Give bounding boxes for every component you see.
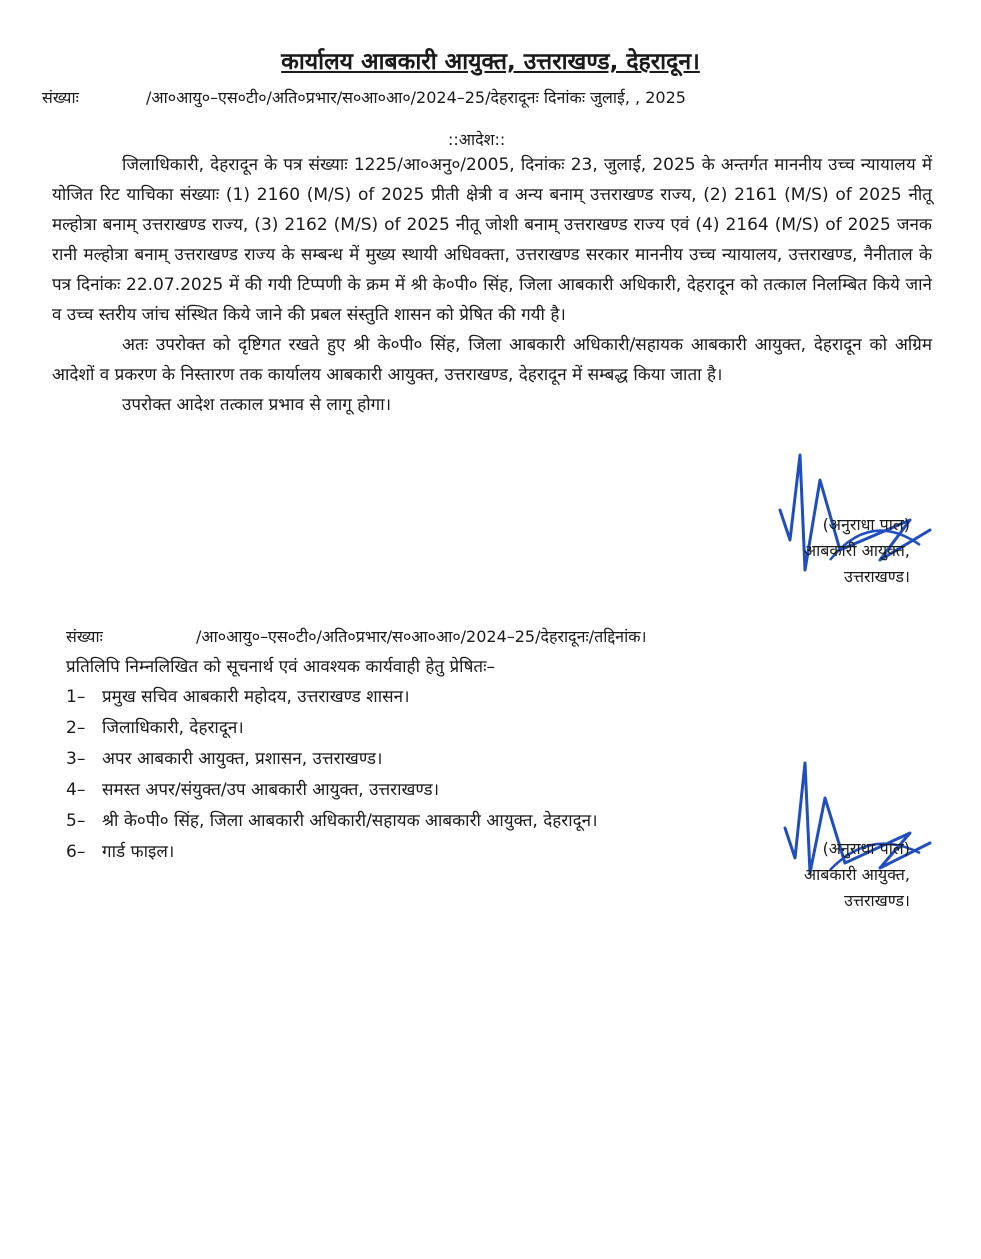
list-item: 4– समस्त अपर/संयुक्त/उप आबकारी आयुक्त, उत्तराखण्ड।: [66, 780, 440, 800]
reference-number: /आ०आयु०–एस०टी०/अति०प्रभार/स०आ०आ०/2024–25/देहरादूनः दिनांकः जुलाई, , 2025: [146, 88, 686, 107]
list-item: 5– श्री के०पी० सिंह, जिला आबकारी अधिकारी/सहायक आबकारी आयुक्त, देहरादून।: [66, 811, 598, 831]
copy-reference-number: /आ०आयु०–एस०टी०/अति०प्रभार/स०आ०आ०/2024–25/देहरादूनः/तद्दिनांक।: [196, 627, 647, 646]
paragraph-3: उपरोक्त आदेश तत्काल प्रभाव से लागू होगा।: [122, 395, 392, 415]
order-heading: ::आदेश::: [448, 130, 506, 149]
signatory-designation: आबकारी आयुक्त,: [803, 541, 910, 560]
paragraph-1: जिलाधिकारी, देहरादून के पत्र संख्याः 1225/आ०अनु०/2005, दिनांकः 23, जुलाई, 2025 के अन्तर्गत माननीय उच्च न्यायालय में योजित रिट याचिका संख्याः (1) 2160 (M/S) of 2025 प्रीती क्षेत्री व अन्य बनाम् उत्तराखण्ड राज्य, (2) 2161 (M/S) of 2025 नीतू मल्होत्रा बनाम् उत्तराखण्ड राज्य, (3) 2162 (M/S) of 2025 नीतू जोशी बनाम् उत्तराखण्ड राज्य एवं (4) 2164 (M/S) of 2025 जनक रानी मल्होत्रा बनाम् उत्तराखण्ड राज्य के सम्बन्ध में मुख्य स्थायी अधिवक्ता, उत्तराखण्ड सरकार माननीय उच्च न्यायालय, उत्तराखण्ड, नैनीताल के पत्र दिनांकः 22.07.2025 में की गयी टिप्पणी के क्रम में श्री के०पी० सिंह, जिला आबकारी अधिकारी, देहरादून को तत्काल निलम्बित किये जाने व उच्च स्तरीय जांच संस्थित किये जाने की प्रबल संस्तुति शासन को प्रेषित की गयी है।: [52, 155, 932, 325]
office-title: कार्यालय आबकारी आयुक्त, उत्तराखण्ड, देहरादून।: [281, 49, 700, 75]
copy-intro: प्रतिलिपि निम्नलिखित को सूचनार्थ एवं आवश्यक कार्यवाही हेतु प्रेषितः–: [66, 657, 496, 677]
office-header: [0, 44, 981, 76]
signatory-name: (अनुराधा पाल): [822, 839, 910, 858]
list-item: 3– अपर आबकारी आयुक्त, प्रशासन, उत्तराखण्ड।: [66, 749, 383, 769]
signature-block-2: [760, 836, 910, 914]
reference-label: संख्याः: [42, 88, 79, 107]
list-item: 6– गार्ड फाइल।: [66, 842, 175, 862]
signatory-designation: आबकारी आयुक्त,: [803, 865, 910, 884]
signatory-state: उत्तराखण्ड।: [844, 567, 910, 586]
copy-reference-label: संख्याः: [66, 627, 103, 646]
list-item: 2– जिलाधिकारी, देहरादून।: [66, 718, 244, 738]
reference-line: [42, 86, 922, 108]
paragraph-2: अतः उपरोक्त को दृष्टिगत रखते हुए श्री के०पी० सिंह, जिला आबकारी अधिकारी/सहायक आबकारी आयुक्त, देहरादून को अग्रिम आदेशों व प्रकरण के निस्तारण तक कार्यालय आबकारी आयुक्त, उत्तराखण्ड, देहरादून में सम्बद्ध किया जाता है।: [52, 335, 932, 385]
order-body: [52, 150, 932, 420]
signatory-name: (अनुराधा पाल): [822, 515, 910, 534]
signatory-state: उत्तराखण्ड।: [844, 891, 910, 910]
signature-block-1: [760, 512, 910, 590]
copy-recipient-list: [66, 682, 598, 868]
list-item: 1– प्रमुख सचिव आबकारी महोदय, उत्तराखण्ड शासन।: [66, 687, 410, 707]
copy-reference-line: [66, 625, 906, 647]
